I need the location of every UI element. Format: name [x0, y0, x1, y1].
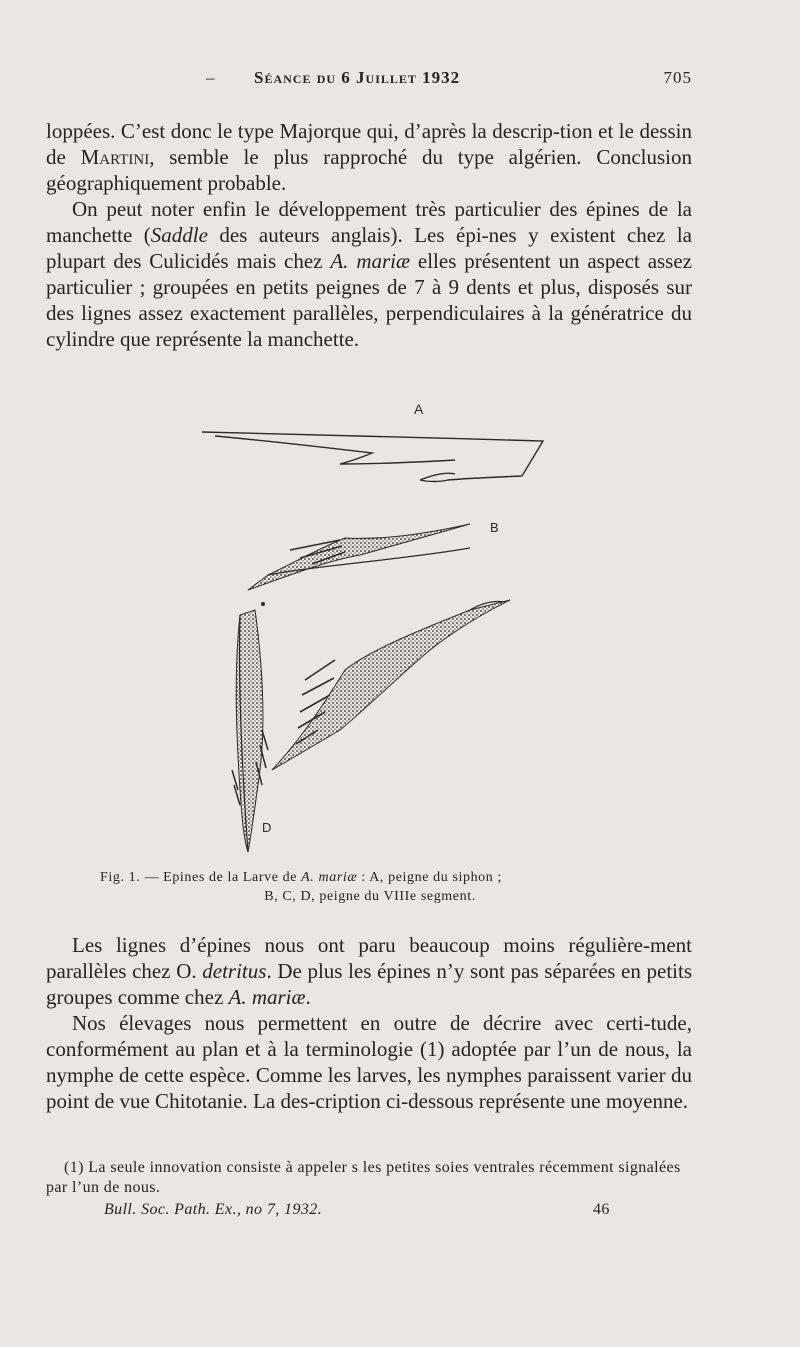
- footnote-text: (1) La seule innovation consiste à appeler s les petites soies ventrales récemment signalées par l’un de nous.: [46, 1159, 681, 1196]
- paragraph-2: On peut noter enfin le développement très particulier des épines de la manchette (Saddle des auteurs anglais). Les épi-nes y existent chez la plupart des Culicidés mais chez A. mariæ elles présentent un aspect assez particulier ; groupées en petits peignes de 7 à 9 dents et plus, disposés sur des lignes assez exactement parallèles, perpendiculaires à la génératrice du cylindre que représente la manchette.: [46, 197, 692, 351]
- spine-a-comb: [202, 432, 543, 482]
- figure-label-d: D: [262, 820, 272, 835]
- paragraph-1: loppées. C’est donc le type Majorque qui, d’après la descrip-tion et le dessin de Martini, semble le plus rapproché du type algérien. Conclusion géographiquement probable.: [46, 119, 692, 195]
- species-detritus: detritus: [202, 959, 267, 983]
- figure-label-a: A: [414, 401, 424, 417]
- figure-label-b: B: [490, 520, 499, 535]
- author-name-martini: Martini: [80, 145, 150, 169]
- figure-dot: [261, 602, 265, 606]
- footnote: [46, 1158, 692, 1222]
- spine-c-comb: [272, 600, 510, 770]
- body-text-bottom: [46, 932, 692, 1114]
- body-text-top: [46, 118, 692, 352]
- paragraph-4: Nos élevages nous permettent en outre de décrire avec certi-tude, conformément au plan et à la terminologie (1) adoptée par l’un de nous, la nymphe de cette espèce. Comme les larves, les nymphes paraissent varier du point de vue Chitotanie. La des-cription ci-dessous représente une moyenne.: [46, 1011, 692, 1113]
- figure-caption: [100, 868, 640, 906]
- header-dash: –: [206, 68, 216, 87]
- caption-line-1: Fig. 1. — Epines de la Larve de A. mariæ : A, peigne du siphon ;: [100, 870, 502, 885]
- paragraph-3: Les lignes d’épines nous ont paru beaucoup moins régulière-ment parallèles chez O. detritus. De plus les épines n’y sont pas séparées en petits groupes comme chez A. mariæ.: [46, 933, 692, 1009]
- page-number: 705: [663, 68, 692, 87]
- spine-illustration: [0, 390, 800, 860]
- spine-d-comb: [232, 610, 268, 852]
- term-saddle: Saddle: [150, 223, 208, 247]
- caption-line-2: B, C, D, peigne du VIIIe segment.: [264, 889, 476, 904]
- species-mariae: A. mariæ: [228, 985, 306, 1009]
- running-header: [46, 66, 692, 96]
- figure-1-drawing: [0, 390, 800, 860]
- species-name: A. mariæ: [330, 249, 411, 273]
- header-title: Séance du 6 Juillet 1932: [254, 68, 461, 87]
- journal-reference: Bull. Soc. Path. Ex., no 7, 1932.: [104, 1201, 323, 1218]
- caption-species: A. mariæ: [301, 870, 358, 885]
- footnote-bottom-line: [46, 1200, 692, 1222]
- signature-mark: 46: [593, 1201, 610, 1218]
- spine-b-comb: [248, 524, 470, 590]
